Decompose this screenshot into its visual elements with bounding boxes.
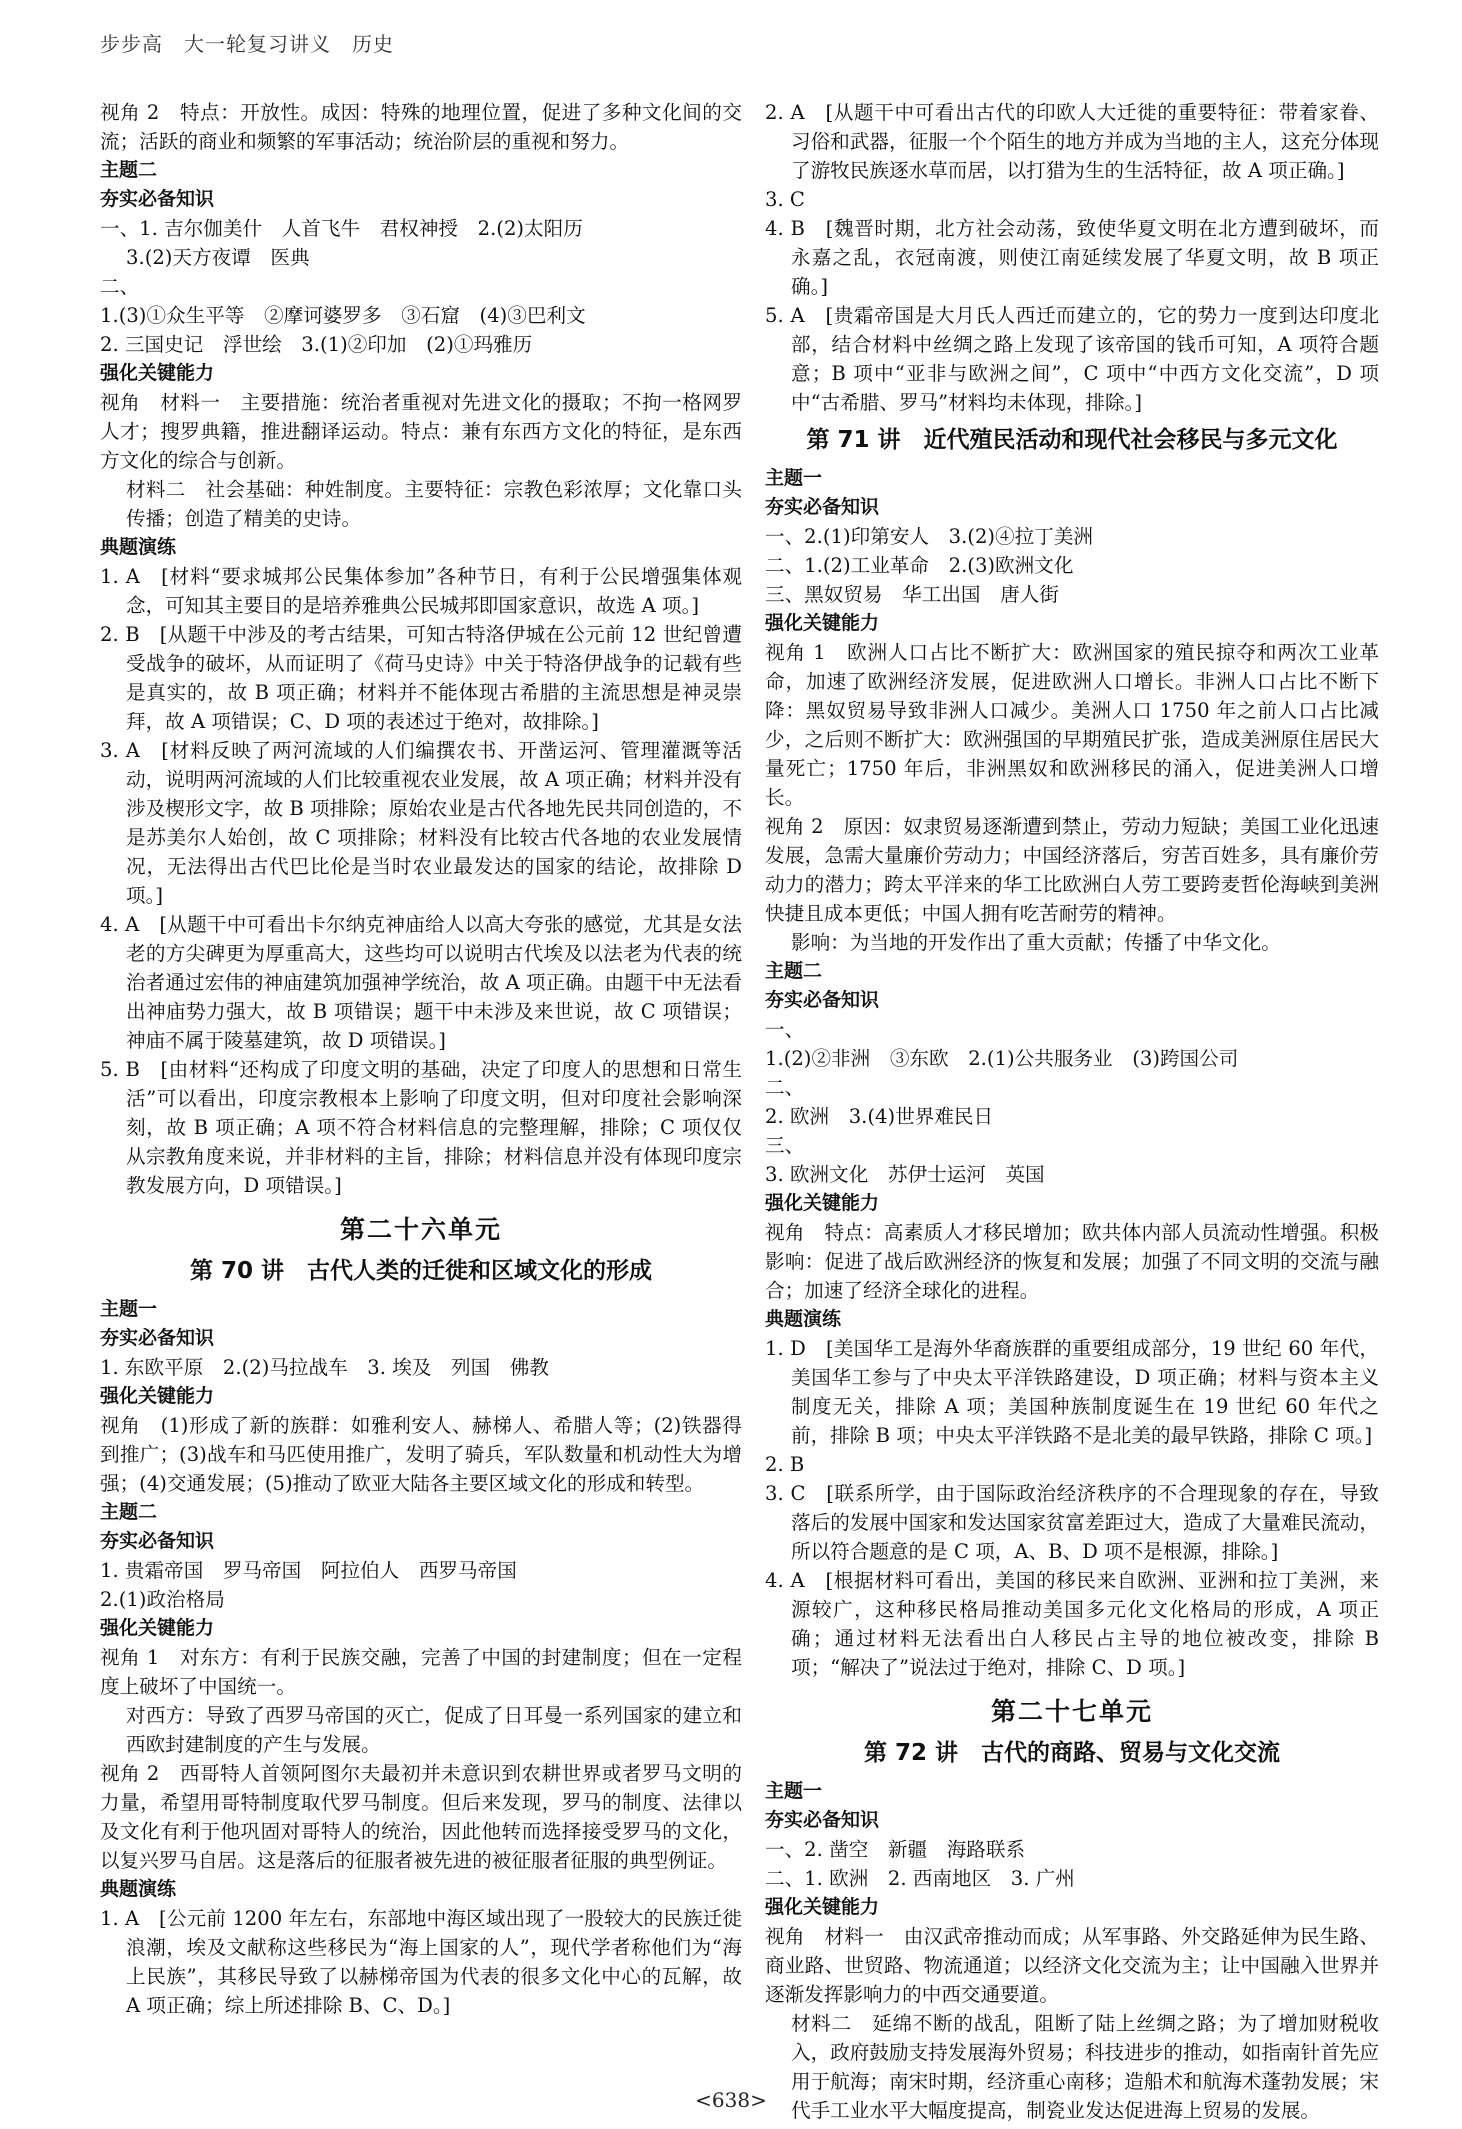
section-heading: 主题一 (765, 1780, 823, 1802)
paragraph: 1. 东欧平原 2.(2)马拉战车 3. 埃及 列国 佛教 (100, 1356, 549, 1379)
paragraph: 一、2. 凿空 新疆 海路联系 (765, 1838, 1026, 1861)
paragraph: 2. B (765, 1453, 805, 1476)
answer-item: 4. A [根据材料可看出，美国的移民来自欧洲、亚洲和拉丁美洲，来源较广，这种移民格局推动美国多元化文化格局的形成，A 项正确；通过材料无法看出白人移民占主导的地位被改变，排除 B 项；“解决了”说法过于绝对，排除 C、D 项。] (765, 1569, 1379, 1679)
answer-item: 2. A [从题干中可看出古代的印欧人大迁徙的重要特征：带着家眷、习俗和武器，征服一个个陌生的地方并成为当地的主人，这充分体现了游牧民族逐水草而居，以打猎为生的生活特征，故 A 项正确。] (765, 101, 1379, 182)
answer-item: 5. B [由材料“还构成了印度文明的基础，决定了印度人的思想和日常生活”可以看出，印度宗教根本上影响了印度文明，但对印度社会影响深刻，故 B 项正确；A 项不符合材料信息的完整理解，排除；C 项仅仅从宗教角度来说，并非材料的主旨，排除；材料信息并没有体现印度宗教发展方向，D 项错误。] (100, 1058, 742, 1197)
left-column (100, 98, 742, 2020)
paragraph: 视角 材料一 主要措施：统治者重视对先进文化的摄取；不拘一格网罗人才；搜罗典籍，推进翻译运动。特点：兼有东西方文化的特征，是东西方文化的综合与创新。 (100, 391, 742, 472)
paragraph: 2.(1)政治格局 (100, 1588, 225, 1611)
unit-title: 第二十七单元 (990, 1697, 1153, 1726)
answer-item: 3. C [联系所学，由于国际政治经济秩序的不合理现象的存在，导致落后的发展中国家和发达国家贫富差距过大，造成了大量难民流动，所以符合题意的是 C 项，A、B、D 项不是根源，排除。] (765, 1482, 1379, 1563)
section-heading: 主题一 (765, 467, 823, 489)
indented-paragraph: 3.(2)天方夜谭 医典 (126, 246, 310, 269)
section-heading: 主题二 (100, 1501, 158, 1523)
indented-paragraph: 材料二 社会基础：种姓制度。主要特征：宗教色彩浓厚；文化靠口头传播；创造了精美的史诗。 (126, 478, 742, 530)
paragraph: 视角 1 对东方：有利于民族交融，完善了中国的封建制度；但在一定程度上破坏了中国统一。 (100, 1646, 742, 1698)
paragraph: 二、1. 欧洲 2. 西南地区 3. 广州 (765, 1867, 1075, 1890)
section-heading: 强化关键能力 (100, 1617, 215, 1639)
unit-title: 第二十六单元 (339, 1215, 502, 1244)
indented-paragraph: 对西方：导致了西罗马帝国的灭亡，促成了日耳曼一系列国家的建立和西欧封建制度的产生与发展。 (126, 1704, 742, 1756)
lecture-title: 第 72 讲 古代的商路、贸易与文化交流 (863, 1740, 1281, 1766)
paragraph: 2. 欧洲 3.(4)世界难民日 (765, 1105, 994, 1128)
paragraph: 视角 2 特点：开放性。成因：特殊的地理位置，促进了多种文化间的交流；活跃的商业和频繁的军事活动；统治阶层的重视和努力。 (100, 101, 742, 153)
section-heading: 典题演练 (765, 1308, 842, 1330)
paragraph: 1. 贵霜帝国 罗马帝国 阿拉伯人 西罗马帝国 (100, 1559, 517, 1582)
paragraph: 3. 欧洲文化 苏伊士运河 英国 (765, 1163, 1045, 1186)
answer-item: 4. A [从题干中可看出卡尔纳克神庙给人以高大夸张的感觉，尤其是女法老的方尖碑更为厚重高大，这些均可以说明古代埃及以法老为代表的统治者通过宏伟的神庙建筑加强神学统治，故 A 项正确。由题干中无法看出神庙势力强大，故 B 项错误；题干中未涉及来世说，故 C 项错误；神庙不属于陵墓建筑，故 D 项错误。] (100, 913, 742, 1052)
section-heading: 强化关键能力 (765, 612, 880, 634)
paragraph: 一、2.(1)印第安人 3.(2)④拉丁美洲 (765, 525, 1094, 548)
answer-item: 1. D [美国华工是海外华裔族群的重要组成部分，19 世纪 60 年代，美国华工参与了中央太平洋铁路建设，D 项正确；材料与资本主义制度无关，排除 A 项；美国种族制度诞生在 19 世纪 60 年代之前，排除 B 项；中央太平洋铁路不是北美的最早铁路，排除 C 项。] (765, 1337, 1379, 1447)
paragraph: 视角 2 原因：奴隶贸易逐渐遭到禁止，劳动力短缺；美国工业化迅速发展，急需大量廉价劳动力；中国经济落后，穷苦百姓多，具有廉价劳动力的潜力；跨太平洋来的华工比欧洲白人劳工要跨麦哲伦海峡到美洲快捷且成本更低；中国人拥有吃苦耐劳的精神。 (765, 815, 1379, 925)
paragraph: 二、1.(2)工业革命 2.(3)欧洲文化 (765, 554, 1074, 577)
section-heading: 强化关键能力 (765, 1896, 880, 1918)
paragraph: 三、 (765, 1134, 805, 1157)
section-heading: 典题演练 (100, 536, 177, 558)
section-heading: 主题一 (100, 1298, 158, 1320)
section-heading: 主题二 (100, 159, 158, 181)
section-heading: 夯实必备知识 (765, 989, 880, 1011)
indented-paragraph: 影响：为当地的开发作出了重大贡献；传播了中华文化。 (791, 931, 1281, 954)
paragraph: 3. C (765, 188, 805, 211)
answer-item: 2. B [从题干中涉及的考古结果，可知古特洛伊城在公元前 12 世纪曾遭受战争的破坏，从而证明了《荷马史诗》中关于特洛伊战争的记载有些是真实的，故 B 项正确；材料并不能体现古希腊的主流思想是神灵崇拜，故 A 项错误；C、D 项的表述过于绝对，故排除。] (100, 623, 742, 733)
paragraph: 二、 (100, 275, 140, 298)
paragraph: 视角 2 西哥特人首领阿图尔夫最初并未意识到农耕世界或者罗马文明的力量，希望用哥特制度取代罗马制度。但后来发现，罗马的制度、法律以及文化有利于他巩固对哥特人的统治，因此他转而选择接受罗马的文化，以复兴罗马自居。这是落后的征服者被先进的被征服者征服的典型例证。 (100, 1762, 742, 1872)
section-heading: 强化关键能力 (100, 1385, 215, 1407)
section-heading: 典题演练 (100, 1878, 177, 1900)
answer-item: 3. A [材料反映了两河流域的人们编撰农书、开凿运河、管理灌溉等活动，说明两河流域的人们比较重视农业发展，故 A 项正确；材料并没有涉及楔形文字，故 B 项排除；原始农业是古代各地先民共同创造的，不是苏美尔人始创，故 C 项排除；材料没有比较古代各地的农业发展情况，无法得出古代巴比伦是当时农业最发达的国家的结论，故排除 D 项。] (100, 739, 742, 907)
running-header: 步步高 大一轮复习讲义 历史 (100, 32, 394, 56)
paragraph: 一、 (765, 1018, 805, 1041)
paragraph: 2. 三国史记 浮世绘 3.(1)②印加 (2)①玛雅历 (100, 333, 533, 356)
paragraph: 二、 (765, 1076, 805, 1099)
paragraph: 视角 特点：高素质人才移民增加；欧共体内部人员流动性增强。积极影响：促进了战后欧洲经济的恢复和发展；加强了不同文明的交流与融合；加速了经济全球化的进程。 (765, 1221, 1379, 1302)
indented-paragraph: 材料二 延绵不断的战乱，阻断了陆上丝绸之路；为了增加财税收入，政府鼓励支持发展海外贸易；科技进步的推动，如指南针首先应用于航海；南宋时期，经济重心南移；造船术和航海术蓬勃发展；宋代手工业水平大幅度提高，制瓷业发达促进海上贸易的发展。 (791, 2012, 1379, 2122)
paragraph: 1.(2)②非洲 ③东欧 2.(1)公共服务业 (3)跨国公司 (765, 1047, 1239, 1070)
lecture-title: 第 71 讲 近代殖民活动和现代社会移民与多元文化 (806, 427, 1338, 453)
section-heading: 夯实必备知识 (765, 496, 880, 518)
right-column (765, 98, 1379, 2125)
section-heading: 强化关键能力 (100, 362, 215, 384)
answer-item: 4. B [魏晋时期，北方社会动荡，致使华夏文明在北方遭到破坏，而永嘉之乱，衣冠南渡，则使江南延续发展了华夏文明，故 B 项正确。] (765, 217, 1379, 298)
paragraph: 视角 (1)形成了新的族群：如雅利安人、赫梯人、希腊人等；(2)铁器得到推广；(3)战车和马匹使用推广，发明了骑兵，军队数量和机动性大为增强；(4)交通发展；(5)推动了欧亚大陆各主要区域文化的形成和转型。 (100, 1414, 742, 1495)
answer-item: 5. A [贵霜帝国是大月氏人西迁而建立的，它的势力一度到达印度北部，结合材料中丝绸之路上发现了该帝国的钱币可知，A 项符合题意；B 项中“亚非与欧洲之间”，C 项中“中西方文化交流”，D 项中“古希腊、罗马”材料均未体现，排除。] (765, 304, 1379, 414)
section-heading: 强化关键能力 (765, 1192, 880, 1214)
paragraph: 视角 1 欧洲人口占比不断扩大：欧洲国家的殖民掠夺和两次工业革命，加速了欧洲经济发展，促进欧洲人口增长。非洲人口占比不断下降：黑奴贸易导致非洲人口减少。美洲人口 1750 年之前人口占比减少，之后则不断扩大：欧洲强国的早期殖民扩张，造成美洲原住居民大量死亡；1750 年后，非洲黑奴和欧洲移民的涌入，促进美洲人口增长。 (765, 641, 1379, 809)
section-heading: 夯实必备知识 (100, 1327, 215, 1349)
section-heading: 主题二 (765, 960, 823, 982)
lecture-title: 第 70 讲 古代人类的迁徙和区域文化的形成 (189, 1258, 653, 1284)
answer-item: 1. A [材料“要求城邦公民集体参加”各种节日，有利于公民增强集体观念，可知其主要目的是培养雅典公民城邦即国家意识，故选 A 项。] (100, 565, 742, 617)
section-heading: 夯实必备知识 (100, 188, 215, 210)
paragraph: 1.(3)①众生平等 ②摩诃婆罗多 ③石窟 (4)③巴利文 (100, 304, 586, 327)
answer-item: 1. A [公元前 1200 年左右，东部地中海区域出现了一股较大的民族迁徙浪潮，埃及文献称这些移民为“海上国家的人”，现代学者称他们为“海上民族”，其移民导致了以赫梯帝国为代表的很多文化中心的瓦解，故 A 项正确；综上所述排除 B、C、D。] (100, 1907, 742, 2017)
paragraph: 视角 材料一 由汉武帝推动而成；从军事路、外交路延伸为民生路、商业路、世贸路、物流通道；以经济文化交流为主；让中国融入世界并逐渐发挥影响力的中西交通要道。 (765, 1925, 1379, 2006)
page-number: <638> (695, 2088, 767, 2112)
section-heading: 夯实必备知识 (765, 1809, 880, 1831)
paragraph: 一、1. 吉尔伽美什 人首飞牛 君权神授 2.(2)太阳历 (100, 217, 583, 240)
paragraph: 三、黑奴贸易 华工出国 唐人街 (765, 583, 1059, 606)
section-heading: 夯实必备知识 (100, 1530, 215, 1552)
